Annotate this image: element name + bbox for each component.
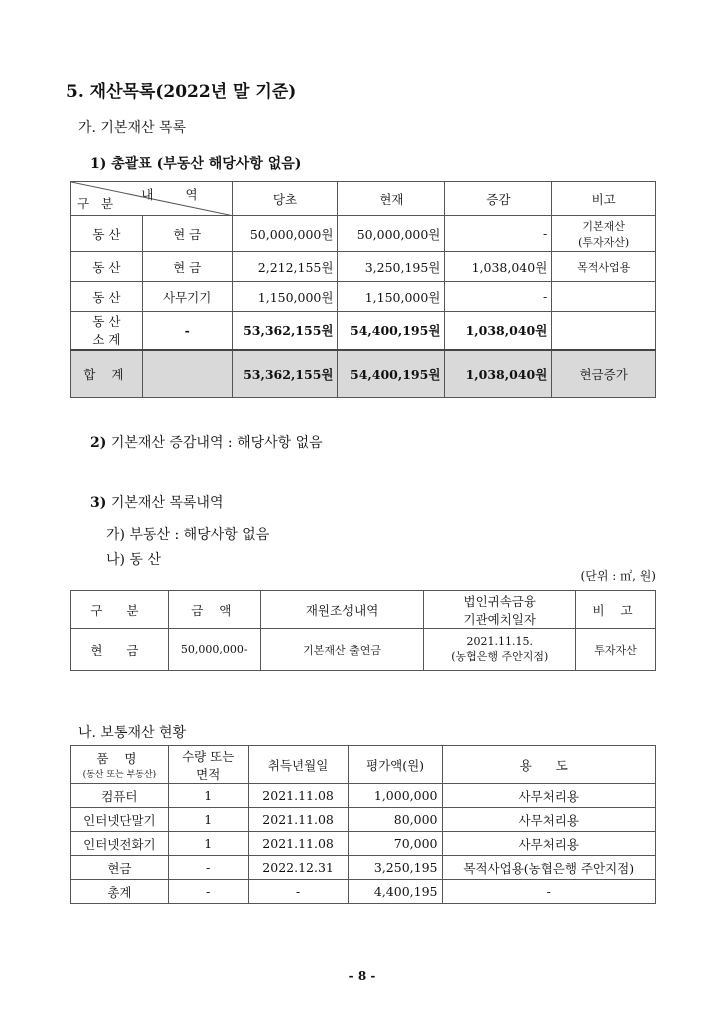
table-row bbox=[71, 856, 656, 880]
item3-text: 기본재산 목록내역 bbox=[110, 495, 224, 511]
subtotal-note bbox=[552, 312, 656, 350]
item2-line bbox=[90, 432, 323, 452]
total-initial: 53,362,155원 bbox=[232, 350, 338, 398]
table1-header-bottom: 구 분 bbox=[77, 196, 118, 211]
table3-col-use: 용 도 bbox=[442, 746, 656, 784]
table3-value: 70,000 bbox=[348, 832, 442, 856]
table2-col-bank-line1: 법인귀속금융 bbox=[463, 593, 536, 609]
row-change: 1,038,040원 bbox=[445, 252, 552, 282]
subtotal-current: 54,400,195원 bbox=[338, 312, 445, 350]
table3-value: 1,000,000 bbox=[348, 784, 442, 808]
subtotal-row bbox=[71, 312, 656, 350]
table2-date: 2021.11.15. bbox=[466, 635, 533, 648]
table1-col-initial: 당초 bbox=[232, 182, 338, 216]
row-initial: 50,000,000원 bbox=[232, 216, 338, 252]
row-note-line2: (투자자산) bbox=[578, 235, 630, 249]
table-row bbox=[71, 880, 656, 904]
table-row bbox=[71, 252, 656, 282]
row-item: 현 금 bbox=[142, 252, 232, 282]
table3-use: 사무처리용 bbox=[442, 832, 656, 856]
table2-source: 기본재산 출연금 bbox=[260, 629, 424, 671]
total-change: 1,038,040원 bbox=[445, 350, 552, 398]
table3-col-date: 취득년월일 bbox=[248, 746, 348, 784]
row-note: 목적사업용 bbox=[552, 252, 656, 282]
item3-line bbox=[90, 492, 223, 512]
row-change: - bbox=[445, 282, 552, 312]
table-row bbox=[71, 832, 656, 856]
table3-col-qty bbox=[168, 746, 248, 784]
table3-use: 사무처리용 bbox=[442, 808, 656, 832]
table3-value: 80,000 bbox=[348, 808, 442, 832]
table2-bank-name: (농협은행 주안지점) bbox=[451, 650, 549, 663]
table3-col-name bbox=[71, 746, 169, 784]
table2-col-type: 구 분 bbox=[71, 591, 169, 629]
table2-bank bbox=[424, 629, 576, 671]
subtotal-item: - bbox=[142, 312, 232, 350]
item3-movable: 나) 동 산 bbox=[106, 552, 161, 568]
table3-qty: - bbox=[168, 856, 248, 880]
row-note-line1: 기본재산 bbox=[582, 219, 625, 233]
table3-value: 3,250,195 bbox=[348, 856, 442, 880]
table1-col-note: 비고 bbox=[552, 182, 656, 216]
subtotal-type-line2: 소 계 bbox=[92, 332, 121, 348]
item2-number: 2) bbox=[90, 435, 107, 451]
table2-amount: 50,000,000- bbox=[168, 629, 260, 671]
table2-note: 투자자산 bbox=[576, 629, 656, 671]
table3-name: 컴퓨터 bbox=[71, 784, 169, 808]
subtotal-type bbox=[71, 312, 143, 350]
table3-name: 현금 bbox=[71, 856, 169, 880]
total-item bbox=[142, 350, 232, 398]
table2-col-bank-line2: 기관예치일자 bbox=[463, 611, 536, 627]
table3-qty: 1 bbox=[168, 784, 248, 808]
table2-type: 현 금 bbox=[71, 629, 169, 671]
subtotal-initial: 53,362,155원 bbox=[232, 312, 338, 350]
row-type: 동 산 bbox=[71, 282, 143, 312]
unit-note: (단위 : ㎡, 원) bbox=[580, 569, 656, 583]
table3-col-name-sub: (동산 또는 부동산) bbox=[82, 770, 157, 780]
table3-name: 총계 bbox=[71, 880, 169, 904]
row-initial: 2,212,155원 bbox=[232, 252, 338, 282]
subsection-b-title: 나. 보통재산 현황 bbox=[78, 725, 187, 741]
table-row bbox=[71, 784, 656, 808]
table-row bbox=[71, 282, 656, 312]
table-row bbox=[71, 629, 656, 671]
row-current: 50,000,000원 bbox=[338, 216, 445, 252]
table2-header-row bbox=[71, 591, 656, 629]
row-note bbox=[552, 216, 656, 252]
row-type: 동 산 bbox=[71, 216, 143, 252]
table3-name: 인터넷전화기 bbox=[71, 832, 169, 856]
total-note: 현금증가 bbox=[552, 350, 656, 398]
table2-col-note: 비 고 bbox=[576, 591, 656, 629]
table3-qty: 1 bbox=[168, 808, 248, 832]
table3-qty: - bbox=[168, 880, 248, 904]
table3-name: 인터넷단말기 bbox=[71, 808, 169, 832]
table1-col-change: 증감 bbox=[445, 182, 552, 216]
subtotal-type-line1: 동 산 bbox=[92, 314, 121, 330]
row-type: 동 산 bbox=[71, 252, 143, 282]
row-note bbox=[552, 282, 656, 312]
total-label: 합 계 bbox=[71, 350, 143, 398]
row-initial: 1,150,000원 bbox=[232, 282, 338, 312]
table3-use: 사무처리용 bbox=[442, 784, 656, 808]
table3-date: 2021.11.08 bbox=[248, 832, 348, 856]
subsection-a-title: 가. 기본재산 목록 bbox=[78, 120, 187, 136]
table2-col-bank bbox=[424, 591, 576, 629]
table3-value: 4,400,195 bbox=[348, 880, 442, 904]
item2-text: 기본재산 증감내역 : 해당사항 없음 bbox=[110, 435, 323, 451]
summary-table bbox=[70, 181, 656, 398]
total-current: 54,400,195원 bbox=[338, 350, 445, 398]
table3-col-value: 평가액(원) bbox=[348, 746, 442, 784]
table-row bbox=[71, 216, 656, 252]
table3-qty: 1 bbox=[168, 832, 248, 856]
row-current: 3,250,195원 bbox=[338, 252, 445, 282]
row-item: 사무기기 bbox=[142, 282, 232, 312]
subtotal-change: 1,038,040원 bbox=[445, 312, 552, 350]
table1-col-current: 현재 bbox=[338, 182, 445, 216]
table3-header-row bbox=[71, 746, 656, 784]
table3-use: - bbox=[442, 880, 656, 904]
table3-col-name-main: 품 명 bbox=[96, 751, 143, 766]
table1-diagonal-header bbox=[71, 182, 233, 216]
table3-date: 2021.11.08 bbox=[248, 784, 348, 808]
table3-col-qty-line2: 면적 bbox=[196, 766, 221, 782]
basic-assets-table bbox=[70, 590, 656, 671]
table2-col-source: 재원조성내역 bbox=[260, 591, 424, 629]
item3-number: 3) bbox=[90, 495, 107, 511]
item3-real-estate: 가) 부동산 : 해당사항 없음 bbox=[106, 527, 270, 543]
table3-date: 2021.11.08 bbox=[248, 808, 348, 832]
table3-use: 목적사업용(농협은행 주안지점) bbox=[442, 856, 656, 880]
table1-header-top: 내 역 bbox=[141, 187, 212, 202]
page-number: - 8 - bbox=[348, 969, 376, 983]
table-row bbox=[71, 808, 656, 832]
total-row bbox=[71, 350, 656, 398]
row-item: 현 금 bbox=[142, 216, 232, 252]
section-title: 5. 재산목록(2022년 말 기준) bbox=[66, 82, 297, 102]
table3-col-qty-line1: 수량 또는 bbox=[182, 748, 235, 764]
general-assets-table bbox=[70, 745, 656, 904]
table3-date: - bbox=[248, 880, 348, 904]
table2-col-amount: 금 액 bbox=[168, 591, 260, 629]
item1-title: 1) 총괄표 (부동산 해당사항 없음) bbox=[90, 156, 302, 172]
row-change: - bbox=[445, 216, 552, 252]
table3-date: 2022.12.31 bbox=[248, 856, 348, 880]
row-current: 1,150,000원 bbox=[338, 282, 445, 312]
